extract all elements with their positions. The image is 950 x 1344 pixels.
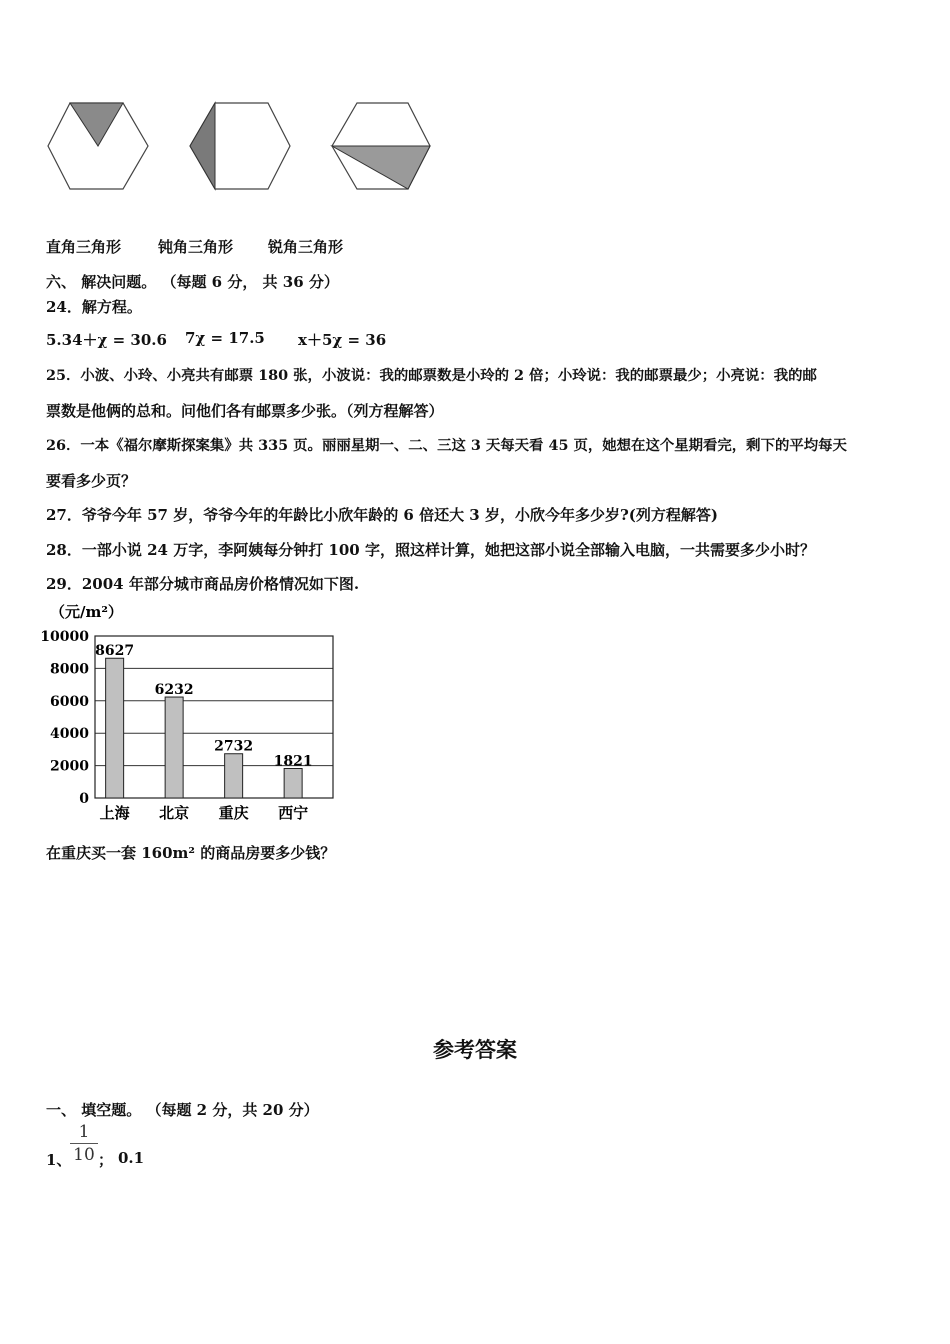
hexagon-right-triangle (48, 103, 148, 189)
chart-data-label: 6232 (154, 682, 194, 699)
answer-1-value: 0.1 (118, 1149, 145, 1167)
answers-section-1-heading: 一、 填空题。 （每题 2 分，共 20 分） (46, 1101, 319, 1119)
chart-category-label: 上海 (99, 804, 130, 822)
chart-bar (225, 754, 243, 798)
chart-category-label: 西宁 (278, 804, 309, 822)
answer-1-fraction (70, 1122, 98, 1165)
q24-equation-1: 5.34＋χ = 30.6 (46, 331, 167, 349)
q25-line-1: 25．小波、小玲、小亮共有邮票 180 张，小波说：我的邮票数是小玲的 2 倍；小玲说：我的邮票最少；小亮说：我的邮 (46, 367, 817, 384)
shape-label-obtuse: 钝角三角形 (158, 238, 234, 256)
answer-1-prefix: 1、 (46, 1151, 72, 1169)
chart-y-tick-label: 4000 (50, 726, 89, 743)
chart-bar (106, 658, 124, 798)
chart-y-tick-label: 2000 (50, 758, 89, 775)
answer-1-separator: ； (98, 1151, 114, 1169)
chart-y-tick-label: 10000 (40, 629, 89, 645)
q24-equation-2: 7χ = 17.5 (185, 329, 265, 347)
shape-label-right: 直角三角形 (46, 238, 122, 256)
section-6-heading: 六、 解决问题。 （每题 6 分， 共 36 分） (46, 273, 339, 291)
hexagon-acute-triangle (332, 103, 430, 189)
shape-label-acute: 锐角三角形 (268, 238, 344, 256)
chart-category-label: 重庆 (218, 804, 249, 822)
fraction-numerator: 1 (78, 1122, 90, 1142)
hexagon-obtuse-triangle (190, 103, 290, 189)
price-bar-chart (40, 598, 350, 826)
q26-line-1: 26．一本《福尔摩斯探案集》共 335 页。丽丽星期一、二、三这 3 天每天看 45 页，她想在这个星期看完，剩下的平均每天 (46, 437, 847, 454)
chart-y-tick-label: 0 (79, 791, 89, 807)
chart-data-label: 8627 (95, 643, 135, 660)
chart-y-unit-label: （元/m²） (50, 603, 123, 621)
q29-text: 29．2004 年部分城市商品房价格情况如下图. (46, 575, 360, 593)
q25-line-2: 票数是他俩的总和。问他们各有邮票多少张。（列方程解答） (46, 402, 444, 420)
chart-data-label: 1821 (273, 753, 313, 770)
chart-y-tick-label: 6000 (50, 693, 89, 710)
q24-equation-3: x＋5χ = 36 (298, 331, 387, 349)
answers-title: 参考答案 (433, 1037, 517, 1062)
chart-data-label: 2732 (214, 738, 254, 755)
chart-category-label: 北京 (159, 804, 190, 822)
chart-y-tick-label: 8000 (50, 661, 89, 678)
fraction-denominator: 10 (73, 1145, 95, 1165)
q24-title: 24．解方程。 (46, 298, 142, 316)
chart-bar (165, 697, 183, 798)
q26-line-2: 要看多少页？ (46, 472, 137, 490)
q27-text: 27．爷爷今年 57 岁，爷爷今年的年龄比小欣年龄的 6 倍还大 3 岁，小欣今年多少岁?(列方程解答) (46, 506, 718, 524)
q29-question: 在重庆买一套 160m² 的商品房要多少钱？ (46, 844, 336, 862)
q28-text: 28．一部小说 24 万字，李阿姨每分钟打 100 字，照这样计算，她把这部小说全部输入电脑，一共需要多少小时？ (46, 541, 815, 559)
hexagon-figures (40, 95, 440, 195)
fraction-bar (70, 1143, 98, 1144)
chart-bar (284, 768, 302, 798)
